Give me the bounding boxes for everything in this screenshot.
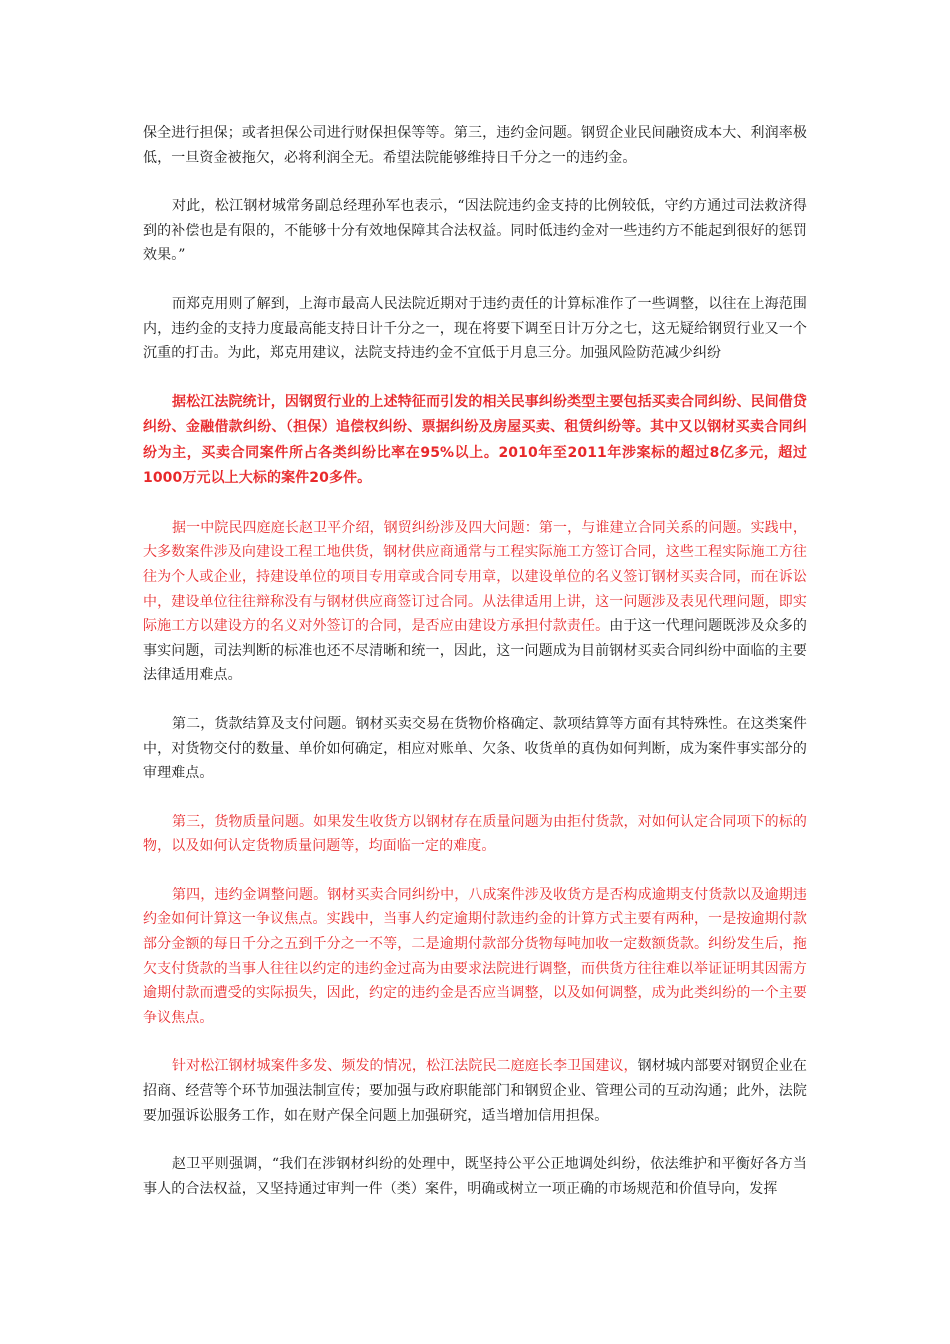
paragraph-text: 钢材城内部要对钢贸企业在招商、经营等个环节加强法制宣传；要加强与政府职能部门和钢贸企业、管理公司的互动沟通；此外，法院要加强诉讼服务工作，如在财产保全问题上加强研究，适当增加信用担保。 <box>143 1058 807 1124</box>
paragraph-2 <box>143 194 807 268</box>
paragraph-text: 据松江法院统计，因钢贸行业的上述特征而引发的相关民事纠纷类型主要包括买卖合同纠纷、民间借贷纠纷、金融借款纠纷、（担保）追偿权纠纷、票据纠纷及房屋买卖、租赁纠纷等。其中又以钢材买卖合同纠纷为主，买卖合同案件所占各类纠纷比率在95%以上。2010年至2011年涉案标的超过8亿多元，超过1000万元以上大标的案件20多件。 <box>143 393 807 487</box>
paragraph-text-red: 第四，违约金调整问题。钢材买卖合同纠纷中，八成案件涉及收货方是否构成逾期支付货款以及逾期违约金如何计算这一争议焦点。实践中，当事人约定逾期付款违约金的计算方式主要有两种，一是按逾期付款部分金额的每日千分之五到千分之一不等，二是逾期付款部分货物每吨加收一定数额货款。纠纷发生后，拖欠支付货款的当事人往往以约定的违约金过高为由要求法院进行调整，而供货方往往难以举证证明其因需方逾期付款而遭受的实际损失，因此，约定的违约金是否应当调整，以及如何调整，成为此类纠纷的一个主要争议焦点。 <box>143 886 807 1026</box>
paragraph-6 <box>143 712 807 786</box>
paragraph-5 <box>143 516 807 688</box>
paragraph-10 <box>143 1152 807 1201</box>
paragraph-4-highlight <box>143 390 807 492</box>
article-body <box>143 121 807 1201</box>
paragraph-9 <box>143 1054 807 1128</box>
paragraph-text-red: 针对松江钢材城案件多发、频发的情况，松江法院民二庭庭长李卫国建议， <box>172 1058 638 1075</box>
paragraph-text: 对此，松江钢材城常务副总经理孙军也表示，“因法院违约金支持的比例较低，守约方通过司法救济得到的补偿也是有限的，不能够十分有效地保障其合法权益。同时低违约金对一些违约方不能起到很好的惩罚效果。” <box>143 198 807 264</box>
paragraph-text: 保全进行担保；或者担保公司进行财保担保等等。第三，违约金问题。钢贸企业民间融资成本大、利润率极低，一旦资金被拖欠，必将利润全无。希望法院能够维持日千分之一的违约金。 <box>143 125 807 166</box>
paragraph-7 <box>143 810 807 859</box>
paragraph-text: 而郑克用则了解到，上海市最高人民法院近期对于违约责任的计算标准作了一些调整，以往在上海范围内，违约金的支持力度最高能支持日计千分之一，现在将要下调至日计万分之七，这无疑给钢贸行业又一个沉重的打击。为此，郑克用建议，法院支持违约金不宜低于月息三分。加强风险防范减少纠纷 <box>143 295 807 362</box>
paragraph-text-red: 第三，货物质量问题。如果发生收货方以钢材存在质量问题为由拒付货款，对如何认定合同项下的标的物，以及如何认定货物质量问题等，均面临一定的难度。 <box>143 813 807 855</box>
paragraph-text: 第二，货款结算及支付问题。钢材买卖交易在货物价格确定、款项结算等方面有其特殊性。在这类案件中，对货物交付的数量、单价如何确定，相应对账单、欠条、收货单的真伪如何判断，成为案件事实部分的审理难点。 <box>143 715 807 782</box>
paragraph-3 <box>143 292 807 366</box>
paragraph-text: 由于这一代理问题既涉及众多的事实问题，司法判断的标准也还不尽清晰和统一，因此，这一问题成为目前钢材买卖合同纠纷中面临的主要法律适用难点。 <box>143 618 807 684</box>
paragraph-text: 赵卫平则强调，“我们在涉钢材纠纷的处理中，既坚持公平公正地调处纠纷，依法维护和平衡好各方当事人的合法权益，又坚持通过审判一件（类）案件，明确或树立一项正确的市场规范和价值导向，发挥 <box>143 1156 807 1197</box>
paragraph-8 <box>143 883 807 1031</box>
paragraph-1 <box>143 121 807 170</box>
paragraph-text-red: 据一中院民四庭庭长赵卫平介绍，钢贸纠纷涉及四大问题：第一，与谁建立合同关系的问题。实践中，大多数案件涉及向建设工程工地供货，钢材供应商通常与工程实际施工方签订合同，这些工程实际施工方往往为个人或企业，持建设单位的项目专用章或合同专用章，以建设单位的名义签订钢材买卖合同，而在诉讼中，建设单位往往辩称没有与钢材供应商签订过合同。从法律适用上讲，这一问题涉及表见代理问题，即实际施工方以建设方的名义对外签订的合同，是否应由建设方承担付款责任。 <box>143 519 807 635</box>
